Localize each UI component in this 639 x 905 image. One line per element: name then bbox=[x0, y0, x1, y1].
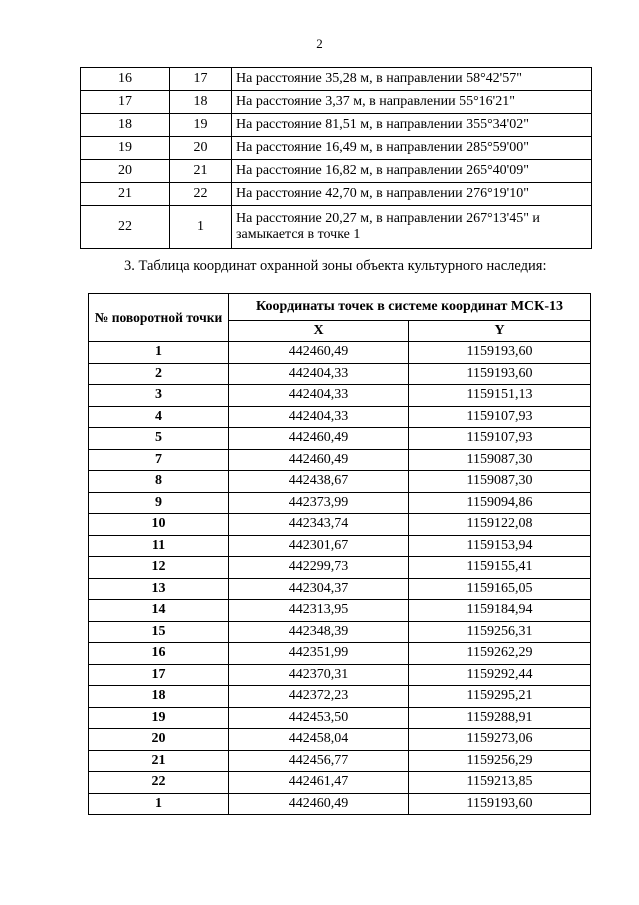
point-number-cell: 16 bbox=[89, 643, 229, 665]
table-row bbox=[81, 160, 592, 183]
table-row bbox=[81, 91, 592, 114]
table-row bbox=[89, 643, 591, 665]
segment-description: На расстояние 16,82 м, в направлении 265°40'09" bbox=[232, 160, 592, 183]
x-coordinate-cell: 442404,33 bbox=[229, 406, 409, 428]
segments-table bbox=[80, 67, 592, 249]
segment-to-point: 21 bbox=[170, 160, 232, 183]
point-number-cell: 8 bbox=[89, 471, 229, 493]
segment-to-point: 18 bbox=[170, 91, 232, 114]
segment-to-point: 20 bbox=[170, 137, 232, 160]
y-coordinate-cell: 1159087,30 bbox=[409, 471, 591, 493]
x-coordinate-cell: 442460,49 bbox=[229, 342, 409, 364]
x-coordinate-cell: 442460,49 bbox=[229, 449, 409, 471]
y-column-header: Y bbox=[409, 321, 591, 342]
y-coordinate-cell: 1159151,13 bbox=[409, 385, 591, 407]
section-heading: 3. Таблица координат охранной зоны объекта культурного наследия: bbox=[124, 258, 547, 274]
segment-description: На расстояние 16,49 м, в направлении 285°59'00" bbox=[232, 137, 592, 160]
y-coordinate-cell: 1159107,93 bbox=[409, 406, 591, 428]
y-coordinate-cell: 1159288,91 bbox=[409, 707, 591, 729]
segment-from-point: 21 bbox=[81, 183, 170, 206]
y-coordinate-cell: 1159295,21 bbox=[409, 686, 591, 708]
coordinates-table-body bbox=[89, 342, 591, 815]
table-row bbox=[81, 114, 592, 137]
y-coordinate-cell: 1159155,41 bbox=[409, 557, 591, 579]
point-number-cell: 1 bbox=[89, 342, 229, 364]
y-coordinate-cell: 1159153,94 bbox=[409, 535, 591, 557]
table-row bbox=[89, 729, 591, 751]
point-number-cell: 14 bbox=[89, 600, 229, 622]
table-row bbox=[89, 793, 591, 815]
point-number-cell: 2 bbox=[89, 363, 229, 385]
table-row bbox=[89, 428, 591, 450]
segment-to-point: 1 bbox=[170, 206, 232, 249]
point-number-cell: 15 bbox=[89, 621, 229, 643]
x-coordinate-cell: 442348,39 bbox=[229, 621, 409, 643]
segment-to-point: 22 bbox=[170, 183, 232, 206]
table-row bbox=[89, 557, 591, 579]
x-coordinate-cell: 442460,49 bbox=[229, 793, 409, 815]
coordinate-system-header: Координаты точек в системе координат МСК-13 bbox=[229, 294, 591, 321]
segment-to-point: 19 bbox=[170, 114, 232, 137]
table-row bbox=[89, 750, 591, 772]
segments-table-body bbox=[81, 68, 592, 249]
table-row bbox=[89, 621, 591, 643]
segment-from-point: 16 bbox=[81, 68, 170, 91]
point-number-cell: 19 bbox=[89, 707, 229, 729]
y-coordinate-cell: 1159273,06 bbox=[409, 729, 591, 751]
table-row bbox=[89, 664, 591, 686]
table-row bbox=[89, 406, 591, 428]
point-number-cell: 13 bbox=[89, 578, 229, 600]
x-column-header: X bbox=[229, 321, 409, 342]
point-number-header: № поворотной точки bbox=[89, 294, 229, 342]
point-number-cell: 17 bbox=[89, 664, 229, 686]
point-number-cell: 4 bbox=[89, 406, 229, 428]
x-coordinate-cell: 442372,23 bbox=[229, 686, 409, 708]
x-coordinate-cell: 442458,04 bbox=[229, 729, 409, 751]
table-row bbox=[81, 68, 592, 91]
point-number-cell: 5 bbox=[89, 428, 229, 450]
point-number-cell: 20 bbox=[89, 729, 229, 751]
table-row bbox=[89, 686, 591, 708]
x-coordinate-cell: 442404,33 bbox=[229, 363, 409, 385]
segment-description: На расстояние 35,28 м, в направлении 58°42'57" bbox=[232, 68, 592, 91]
x-coordinate-cell: 442301,67 bbox=[229, 535, 409, 557]
table-row bbox=[81, 206, 592, 249]
segment-from-point: 20 bbox=[81, 160, 170, 183]
y-coordinate-cell: 1159165,05 bbox=[409, 578, 591, 600]
header-row bbox=[89, 294, 591, 321]
y-coordinate-cell: 1159193,60 bbox=[409, 342, 591, 364]
coordinates-table-head bbox=[89, 294, 591, 342]
y-coordinate-cell: 1159094,86 bbox=[409, 492, 591, 514]
point-number-cell: 7 bbox=[89, 449, 229, 471]
point-number-cell: 22 bbox=[89, 772, 229, 794]
y-coordinate-cell: 1159193,60 bbox=[409, 793, 591, 815]
y-coordinate-cell: 1159262,29 bbox=[409, 643, 591, 665]
y-coordinate-cell: 1159087,30 bbox=[409, 449, 591, 471]
y-coordinate-cell: 1159292,44 bbox=[409, 664, 591, 686]
segment-description: На расстояние 81,51 м, в направлении 355°34'02" bbox=[232, 114, 592, 137]
point-number-cell: 11 bbox=[89, 535, 229, 557]
x-coordinate-cell: 442453,50 bbox=[229, 707, 409, 729]
table-row bbox=[81, 183, 592, 206]
table-row bbox=[81, 137, 592, 160]
x-coordinate-cell: 442373,99 bbox=[229, 492, 409, 514]
x-coordinate-cell: 442370,31 bbox=[229, 664, 409, 686]
y-coordinate-cell: 1159256,29 bbox=[409, 750, 591, 772]
y-coordinate-cell: 1159193,60 bbox=[409, 363, 591, 385]
x-coordinate-cell: 442456,77 bbox=[229, 750, 409, 772]
table-row bbox=[89, 385, 591, 407]
segment-description: На расстояние 42,70 м, в направлении 276°19'10" bbox=[232, 183, 592, 206]
x-coordinate-cell: 442461,47 bbox=[229, 772, 409, 794]
table-row bbox=[89, 707, 591, 729]
y-coordinate-cell: 1159107,93 bbox=[409, 428, 591, 450]
x-coordinate-cell: 442343,74 bbox=[229, 514, 409, 536]
point-number-cell: 9 bbox=[89, 492, 229, 514]
segment-to-point: 17 bbox=[170, 68, 232, 91]
x-coordinate-cell: 442351,99 bbox=[229, 643, 409, 665]
x-coordinate-cell: 442438,67 bbox=[229, 471, 409, 493]
point-number-cell: 10 bbox=[89, 514, 229, 536]
table-row bbox=[89, 363, 591, 385]
y-coordinate-cell: 1159122,08 bbox=[409, 514, 591, 536]
x-coordinate-cell: 442299,73 bbox=[229, 557, 409, 579]
table-row bbox=[89, 578, 591, 600]
x-coordinate-cell: 442304,37 bbox=[229, 578, 409, 600]
table-row bbox=[89, 535, 591, 557]
table-row bbox=[89, 471, 591, 493]
point-number-cell: 3 bbox=[89, 385, 229, 407]
y-coordinate-cell: 1159256,31 bbox=[409, 621, 591, 643]
segment-from-point: 17 bbox=[81, 91, 170, 114]
point-number-cell: 1 bbox=[89, 793, 229, 815]
table-row bbox=[89, 449, 591, 471]
segment-from-point: 22 bbox=[81, 206, 170, 249]
table-row bbox=[89, 772, 591, 794]
table-row bbox=[89, 600, 591, 622]
segment-description: На расстояние 20,27 м, в направлении 267°13'45" и замыкается в точке 1 bbox=[232, 206, 592, 249]
x-coordinate-cell: 442404,33 bbox=[229, 385, 409, 407]
point-number-cell: 21 bbox=[89, 750, 229, 772]
segment-from-point: 18 bbox=[81, 114, 170, 137]
segment-description: На расстояние 3,37 м, в направлении 55°16'21" bbox=[232, 91, 592, 114]
x-coordinate-cell: 442460,49 bbox=[229, 428, 409, 450]
point-number-cell: 12 bbox=[89, 557, 229, 579]
y-coordinate-cell: 1159184,94 bbox=[409, 600, 591, 622]
segment-from-point: 19 bbox=[81, 137, 170, 160]
y-coordinate-cell: 1159213,85 bbox=[409, 772, 591, 794]
table-row bbox=[89, 514, 591, 536]
coordinates-table bbox=[88, 293, 591, 815]
table-row bbox=[89, 492, 591, 514]
x-coordinate-cell: 442313,95 bbox=[229, 600, 409, 622]
table-row bbox=[89, 342, 591, 364]
page-number: 2 bbox=[316, 36, 323, 51]
point-number-cell: 18 bbox=[89, 686, 229, 708]
